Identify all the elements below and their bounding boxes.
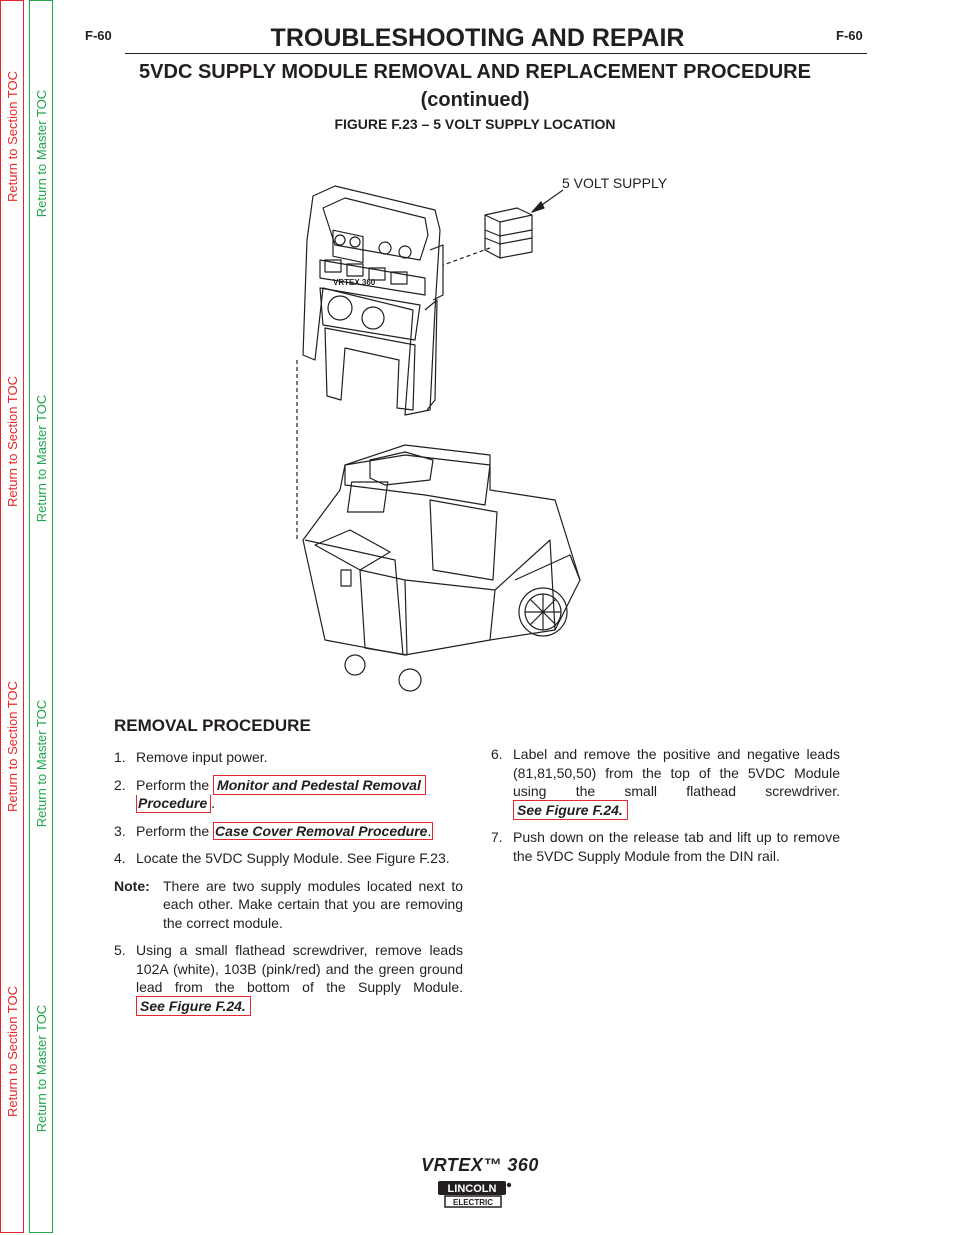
step-3: 3. Perform the Case Cover Removal Procedure. [114,822,432,839]
return-to-master-toc-link[interactable]: Return to Master TOC [34,89,50,218]
right-column [491,745,840,865]
return-to-section-toc-link[interactable]: Return to Section TOC [5,680,21,812]
five-volt-supply-callout: 5 VOLT SUPPLY [562,175,668,191]
procedure-title-line2: (continued) [420,89,530,111]
svg-text:LINCOLN: LINCOLN [447,1183,497,1195]
lincoln-electric-logo [437,1180,513,1210]
return-to-master-toc-link[interactable]: Return to Master TOC [34,1004,50,1133]
toc-master-bar [29,0,53,1233]
machine-illustration [285,160,615,720]
page-number-right: F-60 [836,28,863,43]
five-volt-supply-module-drawing [485,208,532,258]
step-7: 7. Push down on the release tab and lift up to remove the 5VDC Supply Module from the DIN rail. [491,829,840,864]
return-to-section-toc-link[interactable]: Return to Section TOC [5,375,21,507]
step-4: 4. Locate the 5VDC Supply Module. See Figure F.23. [114,850,450,866]
footer-model-name: VRTEX™ 360 [421,1155,539,1175]
procedure-title-line1: 5VDC SUPPLY MODULE REMOVAL AND REPLACEMENT PROCEDURE [139,61,811,83]
return-to-section-toc-link[interactable]: Return to Section TOC [5,985,21,1117]
control-console-drawing [303,186,443,415]
note-label: Note: [114,877,150,894]
callout-arrowhead [532,202,544,212]
svg-text:ELECTRIC: ELECTRIC [453,1198,493,1207]
page-number-left: F-60 [85,28,112,43]
left-column [114,748,463,1015]
note: Note: There are two supply modules located next to each other. Make certain that you are removing the correct module. [114,877,463,931]
monitor-pedestal-removal-link-continued[interactable]: Procedure [136,795,211,813]
figure-caption: FIGURE F.23 – 5 VOLT SUPPLY LOCATION [334,116,616,132]
header-rule [125,53,867,54]
return-to-section-toc-link[interactable]: Return to Section TOC [5,70,21,202]
step-5: 5. Using a small flathead screwdriver, remove leads 102A (white), 103B (pink/red) and the green ground lead from the bottom of the Supply Module. See Figure F.24. [114,942,463,1014]
return-to-master-toc-link[interactable]: Return to Master TOC [34,394,50,523]
monitor-pedestal-removal-link[interactable]: Monitor and Pedestal Removal [213,775,426,795]
return-to-master-toc-link[interactable]: Return to Master TOC [34,699,50,828]
module-dashed-guide [443,248,490,265]
see-figure-f24-link[interactable]: See Figure F.24. [513,800,628,820]
step-6: 6. Label and remove the positive and negative leads (81,81,50,50) from the top of the 5VDC Module using the small flathead screwdriver. See Figure F.24. [491,746,840,818]
step-2: 2. Perform the Monitor and Pedestal Removal Procedure . [114,776,463,813]
page-title: TROUBLESHOOTING AND REPAIR [270,24,685,52]
see-figure-f24-link[interactable]: See Figure F.24. [136,996,251,1016]
cart-cabinet-drawing [303,445,580,691]
case-cover-removal-link[interactable]: Case Cover Removal Procedure. [215,822,432,839]
procedure-title [85,58,865,114]
removal-procedure-heading: REMOVAL PROCEDURE [114,716,311,735]
step-1: 1. Remove input power. [114,749,268,765]
console-nameplate: VRTEX 360 [333,278,376,287]
toc-section-bar [0,0,24,1233]
